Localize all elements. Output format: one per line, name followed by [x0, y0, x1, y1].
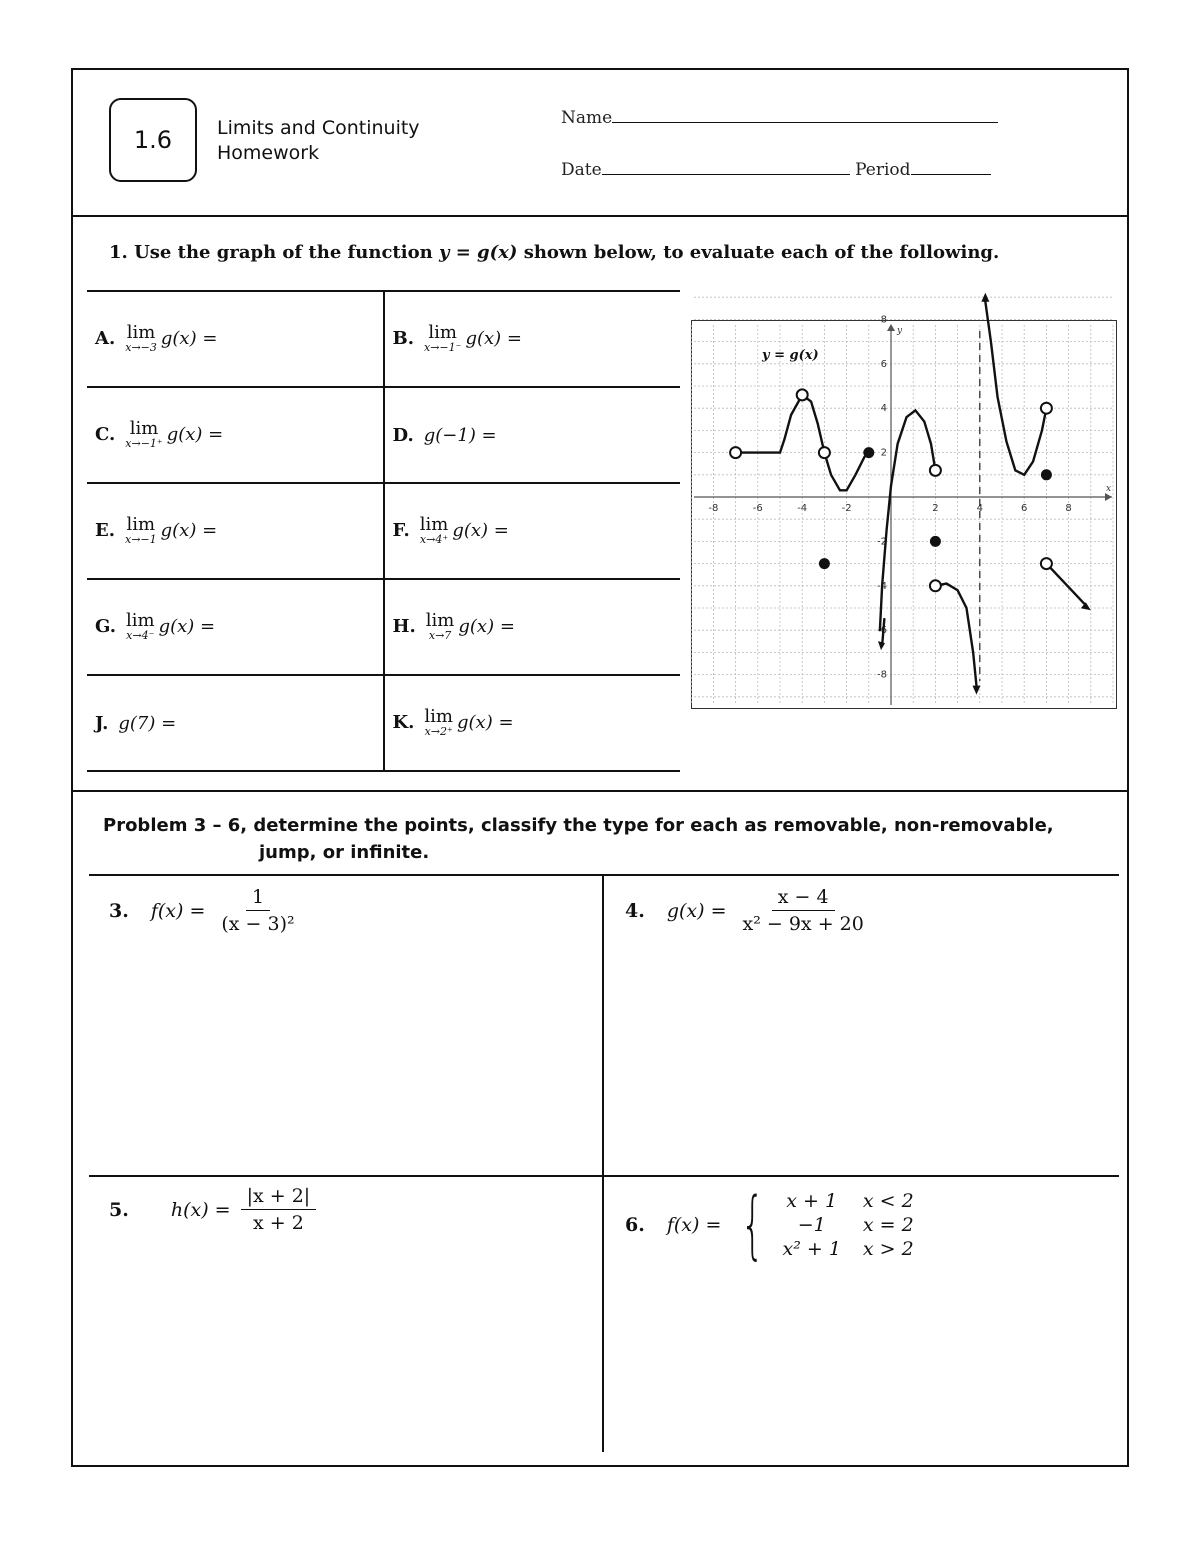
limit-item	[384, 291, 681, 387]
limit-item	[384, 675, 681, 771]
item-label: J.	[95, 712, 109, 734]
case-expression: −1	[797, 1214, 826, 1236]
item-label: D.	[392, 424, 414, 446]
lim-subscript: x→−1⁻	[423, 341, 462, 354]
y-tick-label: 2	[880, 447, 887, 459]
x-tick-label: 4	[976, 503, 983, 514]
problems-middle-rule	[89, 1175, 1119, 1177]
limit-item	[384, 387, 681, 483]
problem-5-number: 5.	[109, 1198, 129, 1221]
open-point	[930, 580, 941, 591]
name-blank[interactable]	[612, 122, 998, 123]
name-field	[561, 108, 998, 128]
limit-item	[87, 387, 384, 483]
limits-row	[87, 675, 680, 771]
limit-item	[87, 483, 384, 579]
closed-point	[1041, 469, 1052, 480]
lim-subscript: x→4⁻	[126, 629, 155, 642]
case-expression: x² + 1	[782, 1238, 841, 1260]
case-condition: x = 2	[862, 1214, 914, 1236]
curve-segment-4	[935, 584, 976, 686]
curve-segment-1	[736, 395, 825, 453]
x-tick-label: -8	[708, 503, 719, 514]
y-tick-label: 4	[880, 403, 887, 415]
lim-word: lim	[428, 322, 457, 343]
item-label: E.	[95, 520, 115, 541]
item-expression: g(x) =	[458, 616, 515, 637]
q1-number: 1.	[109, 242, 128, 263]
problem-4-number: 4.	[625, 899, 645, 922]
subtitle-line: Homework	[217, 142, 320, 164]
item-expression: g(−1) =	[423, 424, 497, 446]
case-expression: x + 1	[786, 1190, 838, 1212]
closed-point	[819, 558, 830, 569]
problem-4-denominator: x² − 9x + 20	[742, 913, 864, 935]
date-field	[561, 160, 991, 180]
piecewise-cases	[782, 1190, 913, 1260]
limit-operator	[125, 516, 157, 546]
worksheet	[71, 68, 1129, 1467]
problem-6-piecewise	[729, 1182, 914, 1268]
problem-5-fraction	[241, 1185, 317, 1234]
limit-operator	[126, 612, 155, 642]
y-tick-label: 6	[880, 358, 887, 370]
limit-item	[87, 291, 384, 387]
problem-3	[109, 886, 301, 935]
period-blank[interactable]	[911, 174, 991, 175]
problem-6-number: 6.	[625, 1214, 645, 1236]
question-1-prompt	[109, 242, 999, 263]
item-expression: g(7) =	[118, 712, 177, 734]
curve-segment-3	[880, 410, 939, 630]
lim-word: lim	[419, 514, 449, 535]
case-condition: x < 2	[862, 1190, 914, 1212]
closed-point	[930, 536, 941, 547]
function-graph	[691, 314, 1117, 709]
y-axis-label: y	[897, 326, 903, 336]
limits-row	[87, 387, 680, 483]
lim-subscript: x→4⁺	[419, 533, 449, 546]
lim-subscript: x→7	[428, 629, 452, 642]
lim-word: lim	[425, 610, 455, 631]
arrow-head-right	[1081, 602, 1091, 610]
limit-operator	[424, 324, 461, 354]
lim-word: lim	[126, 322, 156, 343]
open-point	[1041, 403, 1052, 414]
lim-word: lim	[424, 706, 454, 727]
y-tick-label: -8	[877, 669, 887, 681]
item-expression: g(x) =	[160, 520, 218, 541]
y-tick-label: -6	[877, 625, 887, 637]
problem-5-numerator: |x + 2|	[241, 1185, 317, 1210]
open-point	[930, 465, 941, 476]
limit-operator	[424, 708, 453, 738]
limit-item	[384, 483, 681, 579]
header-divider	[73, 215, 1127, 217]
item-label: H.	[392, 616, 416, 637]
lim-word: lim	[126, 514, 156, 535]
limit-item	[87, 675, 384, 771]
y-tick-label: -4	[877, 580, 887, 592]
item-label: F.	[392, 520, 410, 541]
q1-function: y = g(x)	[438, 242, 518, 263]
name-label: Name	[561, 108, 613, 128]
date-label: Date	[561, 160, 602, 180]
problem-3-fraction	[215, 886, 300, 935]
problem-5-lhs: h(x) =	[170, 1198, 231, 1221]
case-condition: x > 2	[862, 1238, 914, 1260]
problem-3-denominator: (x − 3)²	[221, 913, 295, 935]
x-tick-label: 2	[932, 503, 939, 514]
title-line: Limits and Continuity	[217, 117, 420, 139]
curve-segment-6	[1046, 564, 1084, 604]
lim-word: lim	[126, 610, 155, 631]
problems-heading-line2: jump, or infinite.	[259, 842, 430, 863]
limits-table	[87, 290, 680, 772]
problem-5	[109, 1185, 316, 1234]
item-expression: g(x) =	[457, 712, 514, 733]
limit-operator	[125, 324, 157, 354]
lim-word: lim	[129, 418, 159, 439]
open-point	[797, 389, 808, 400]
limits-row	[87, 291, 680, 387]
section-number: 1.6	[133, 126, 173, 154]
q1-text-before: Use the graph of the function	[134, 242, 433, 263]
open-point	[1041, 558, 1052, 569]
date-blank[interactable]	[602, 174, 850, 175]
item-label: C.	[95, 424, 116, 445]
item-label: K.	[392, 712, 415, 733]
asymptote-tail	[882, 619, 884, 646]
limits-row	[87, 579, 680, 675]
section-badge	[109, 98, 197, 182]
arrow-head-down-left	[878, 641, 885, 650]
lim-subscript: x→2⁺	[424, 725, 453, 738]
problem-6-lhs: f(x) =	[666, 1214, 722, 1236]
lim-subscript: x→−3	[125, 341, 157, 354]
open-point	[730, 447, 741, 458]
problem-3-numerator: 1	[246, 886, 270, 911]
left-brace: {	[741, 1182, 765, 1268]
item-expression: g(x) =	[158, 616, 216, 637]
problems-top-rule	[89, 874, 1119, 876]
graph-title: y = g(x)	[762, 348, 819, 363]
problem-4-lhs: g(x) =	[666, 899, 727, 922]
limit-operator	[420, 516, 449, 546]
problem-4-fraction	[737, 886, 870, 935]
y-tick-label: 8	[880, 314, 887, 326]
y-tick-label: -2	[877, 536, 887, 548]
problem-3-number: 3.	[109, 899, 129, 922]
x-tick-label: -4	[797, 503, 808, 514]
limit-item	[384, 579, 681, 675]
limit-operator	[426, 612, 455, 642]
x-axis-label: x	[1106, 484, 1112, 494]
curve-segment-5	[985, 302, 1046, 475]
y-axis-arrow	[887, 324, 895, 331]
limit-item	[87, 579, 384, 675]
problem-4	[625, 886, 870, 935]
item-expression: g(x) =	[166, 424, 224, 445]
problem-3-lhs: f(x) =	[150, 899, 206, 922]
problems-heading-line1: Problem 3 – 6, determine the points, classify the type for each as removable, non-removable,	[103, 815, 1054, 836]
graph-canvas	[692, 314, 1116, 708]
item-expression: g(x) =	[465, 328, 522, 349]
item-label: G.	[95, 616, 116, 637]
x-axis-arrow	[1105, 493, 1112, 501]
problems-vertical-rule	[602, 876, 604, 1452]
open-point	[819, 447, 830, 458]
item-expression: g(x) =	[160, 328, 218, 349]
lim-subscript: x→−1	[125, 533, 157, 546]
problems-heading	[103, 812, 1093, 866]
closed-point	[863, 447, 874, 458]
section-divider	[73, 790, 1127, 792]
item-label: B.	[392, 328, 414, 349]
problem-5-denominator: x + 2	[252, 1212, 304, 1234]
lim-subscript: x→−1⁺	[125, 437, 163, 450]
arrow-head-down	[972, 686, 980, 695]
period-label: Period	[855, 160, 911, 180]
q1-text-after: shown below, to evaluate each of the following.	[523, 242, 1000, 263]
x-tick-label: 6	[1021, 503, 1028, 514]
item-label: A.	[95, 328, 116, 349]
problem-4-numerator: x − 4	[772, 886, 835, 911]
limit-operator	[125, 420, 162, 450]
problem-6	[625, 1182, 914, 1268]
item-expression: g(x) =	[452, 520, 509, 541]
x-tick-label: -6	[752, 503, 763, 514]
worksheet-title	[217, 116, 420, 166]
x-tick-label: 8	[1065, 503, 1072, 514]
x-tick-label: -2	[841, 503, 852, 514]
limits-row	[87, 483, 680, 579]
